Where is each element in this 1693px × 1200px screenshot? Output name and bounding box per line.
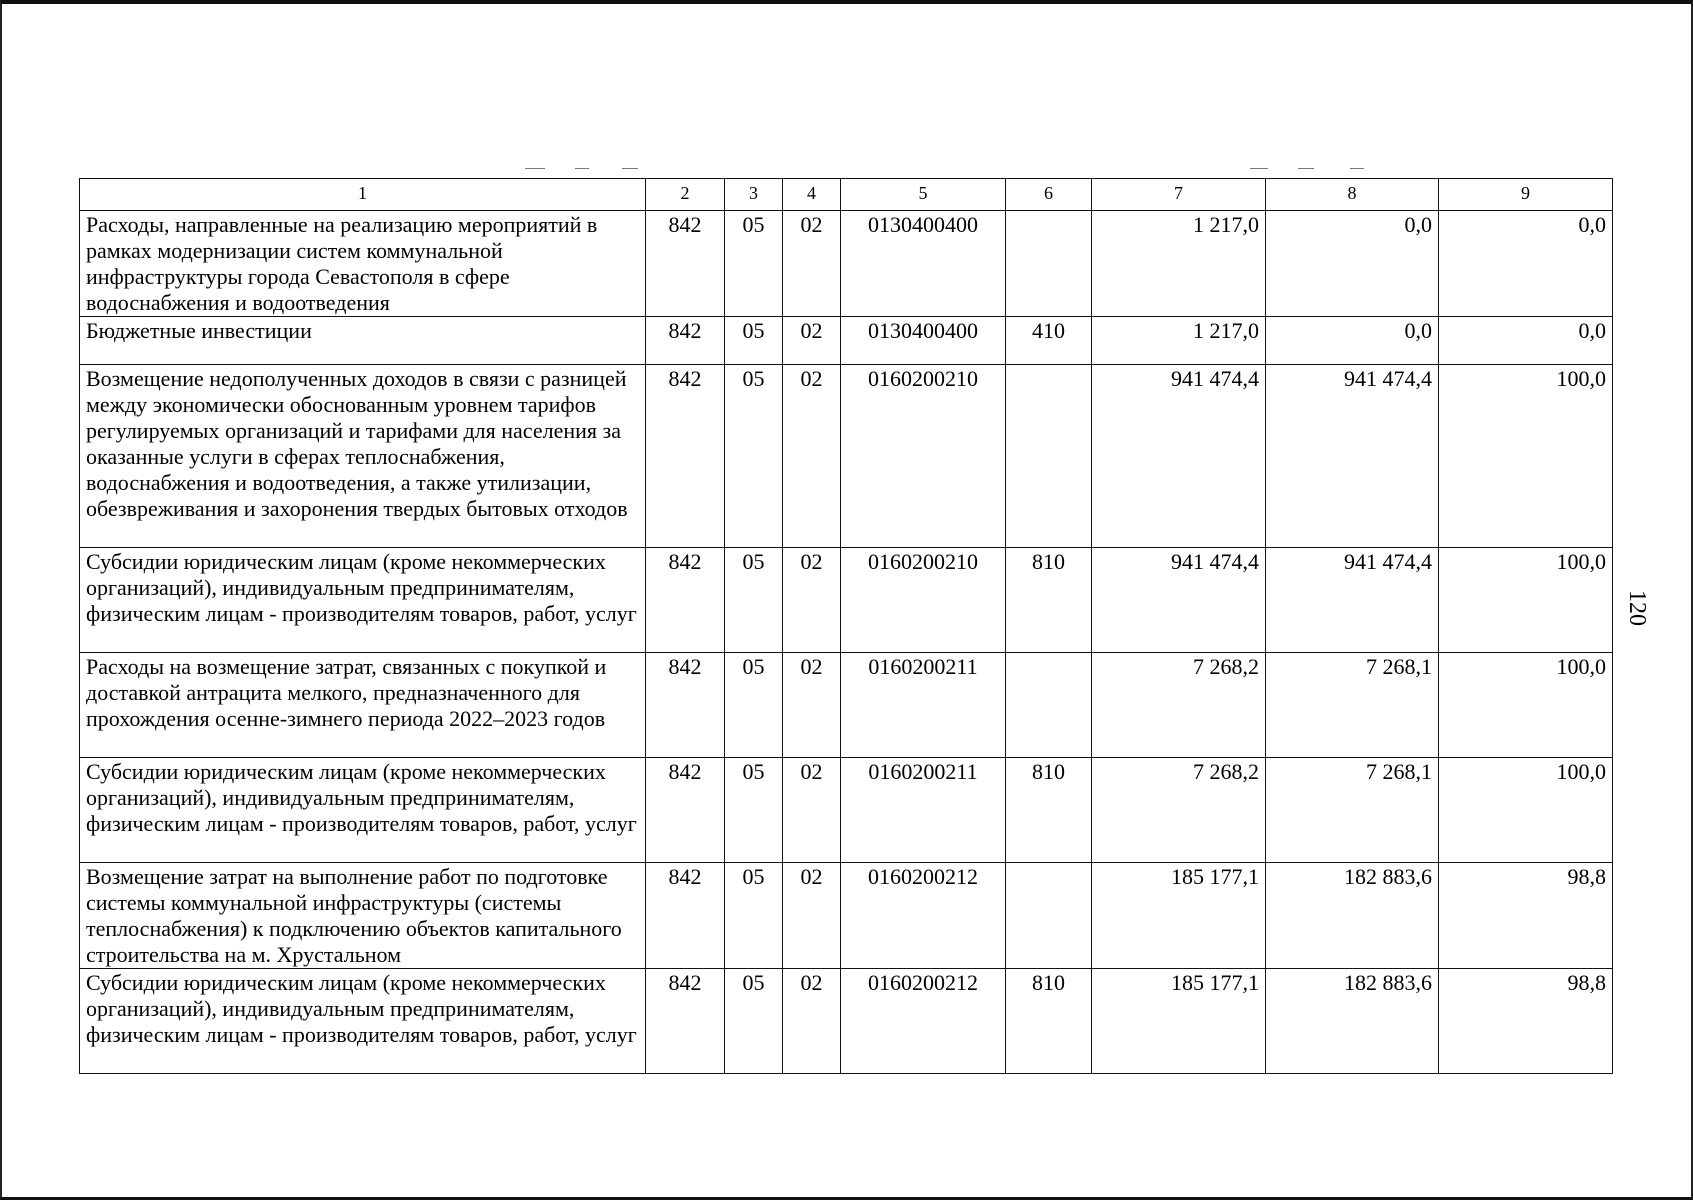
row-description: Возмещение недополученных доходов в связи с разницей между экономически обоснованным уровнем тарифов регулируемых организаций и тарифами для населения за оказанные услуги в сферах теплоснабжения, водоснабжения и водоотведения, а также утилизации, обезвреживания и захоронения твердых бытовых отходов — [80, 365, 646, 548]
scan-speck — [1298, 168, 1314, 169]
table-row — [80, 969, 1613, 1074]
row-actual-amount: 0,0 — [1266, 317, 1439, 365]
row-subsection-code: 02 — [783, 317, 841, 365]
row-target-code: 0130400400 — [841, 211, 1006, 317]
row-section-code: 05 — [725, 365, 783, 548]
row-subsection-code: 02 — [783, 211, 841, 317]
row-planned-amount: 941 474,4 — [1092, 365, 1266, 548]
row-section-code: 05 — [725, 211, 783, 317]
row-description: Субсидии юридическим лицам (кроме некоммерческих организаций), индивидуальным предпринимателям, физическим лицам - производителям товаров, работ, услуг — [80, 548, 646, 653]
row-expense-type: 810 — [1006, 969, 1092, 1074]
row-planned-amount: 7 268,2 — [1092, 653, 1266, 758]
row-expense-type — [1006, 863, 1092, 969]
header-row — [80, 179, 1613, 211]
row-section-code: 05 — [725, 548, 783, 653]
scan-speck — [622, 168, 638, 169]
row-expense-type: 810 — [1006, 548, 1092, 653]
header-cell-7: 7 — [1092, 179, 1266, 211]
row-ministry-code: 842 — [646, 548, 725, 653]
row-description: Расходы на возмещение затрат, связанных с покупкой и доставкой антрацита мелкого, предназначенного для прохождения осенне-зимнего периода 2022–2023 годов — [80, 653, 646, 758]
row-ministry-code: 842 — [646, 653, 725, 758]
row-ministry-code: 842 — [646, 365, 725, 548]
row-target-code: 0160200210 — [841, 548, 1006, 653]
table-row — [80, 317, 1613, 365]
row-percent: 100,0 — [1439, 653, 1613, 758]
row-expense-type: 410 — [1006, 317, 1092, 365]
row-description: Бюджетные инвестиции — [80, 317, 646, 365]
row-description: Субсидии юридическим лицам (кроме некоммерческих организаций), индивидуальным предпринимателям, физическим лицам - производителям товаров, работ, услуг — [80, 969, 646, 1074]
row-planned-amount: 7 268,2 — [1092, 758, 1266, 863]
row-ministry-code: 842 — [646, 969, 725, 1074]
header-cell-3: 3 — [725, 179, 783, 211]
scan-speck — [525, 168, 545, 169]
row-planned-amount: 185 177,1 — [1092, 863, 1266, 969]
row-actual-amount: 0,0 — [1266, 211, 1439, 317]
row-subsection-code: 02 — [783, 548, 841, 653]
page-number: 120 — [1624, 590, 1650, 626]
row-expense-type — [1006, 211, 1092, 317]
row-description: Расходы, направленные на реализацию мероприятий в рамках модернизации систем коммунальной инфраструктуры города Севастополя в сфере водоснабжения и водоотведения — [80, 211, 646, 317]
row-target-code: 0160200211 — [841, 758, 1006, 863]
table-row — [80, 758, 1613, 863]
scan-speck — [1250, 168, 1268, 169]
header-cell-2: 2 — [646, 179, 725, 211]
table-row — [80, 863, 1613, 969]
table-row — [80, 211, 1613, 317]
header-cell-9: 9 — [1439, 179, 1613, 211]
row-percent: 100,0 — [1439, 548, 1613, 653]
row-expense-type — [1006, 653, 1092, 758]
row-ministry-code: 842 — [646, 758, 725, 863]
header-cell-5: 5 — [841, 179, 1006, 211]
row-section-code: 05 — [725, 317, 783, 365]
row-ministry-code: 842 — [646, 863, 725, 969]
row-section-code: 05 — [725, 969, 783, 1074]
row-description: Возмещение затрат на выполнение работ по подготовке системы коммунальной инфраструктуры (системы теплоснабжения) к подключению объектов капитального строительства на м. Хрустальном — [80, 863, 646, 969]
header-cell-1: 1 — [80, 179, 646, 211]
row-subsection-code: 02 — [783, 365, 841, 548]
scan-speck — [1350, 168, 1364, 169]
row-target-code: 0160200212 — [841, 969, 1006, 1074]
row-subsection-code: 02 — [783, 653, 841, 758]
row-percent: 0,0 — [1439, 317, 1613, 365]
header-cell-8: 8 — [1266, 179, 1439, 211]
row-expense-type — [1006, 365, 1092, 548]
row-percent: 98,8 — [1439, 863, 1613, 969]
table-row — [80, 365, 1613, 548]
header-cell-4: 4 — [783, 179, 841, 211]
row-planned-amount: 941 474,4 — [1092, 548, 1266, 653]
row-actual-amount: 7 268,1 — [1266, 653, 1439, 758]
row-planned-amount: 1 217,0 — [1092, 317, 1266, 365]
table-row — [80, 548, 1613, 653]
header-cell-6: 6 — [1006, 179, 1092, 211]
scan-speck — [575, 168, 589, 169]
row-actual-amount: 182 883,6 — [1266, 863, 1439, 969]
row-actual-amount: 941 474,4 — [1266, 365, 1439, 548]
row-target-code: 0130400400 — [841, 317, 1006, 365]
row-section-code: 05 — [725, 758, 783, 863]
budget-table — [79, 178, 1613, 1074]
row-ministry-code: 842 — [646, 211, 725, 317]
row-percent: 98,8 — [1439, 969, 1613, 1074]
row-percent: 100,0 — [1439, 758, 1613, 863]
row-target-code: 0160200212 — [841, 863, 1006, 969]
row-percent: 100,0 — [1439, 365, 1613, 548]
row-section-code: 05 — [725, 863, 783, 969]
row-planned-amount: 1 217,0 — [1092, 211, 1266, 317]
row-planned-amount: 185 177,1 — [1092, 969, 1266, 1074]
row-ministry-code: 842 — [646, 317, 725, 365]
row-expense-type: 810 — [1006, 758, 1092, 863]
row-section-code: 05 — [725, 653, 783, 758]
row-description: Субсидии юридическим лицам (кроме некоммерческих организаций), индивидуальным предпринимателям, физическим лицам - производителям товаров, работ, услуг — [80, 758, 646, 863]
row-subsection-code: 02 — [783, 969, 841, 1074]
row-actual-amount: 7 268,1 — [1266, 758, 1439, 863]
table-row — [80, 653, 1613, 758]
row-actual-amount: 941 474,4 — [1266, 548, 1439, 653]
row-target-code: 0160200211 — [841, 653, 1006, 758]
row-percent: 0,0 — [1439, 211, 1613, 317]
row-subsection-code: 02 — [783, 863, 841, 969]
row-subsection-code: 02 — [783, 758, 841, 863]
row-actual-amount: 182 883,6 — [1266, 969, 1439, 1074]
row-target-code: 0160200210 — [841, 365, 1006, 548]
